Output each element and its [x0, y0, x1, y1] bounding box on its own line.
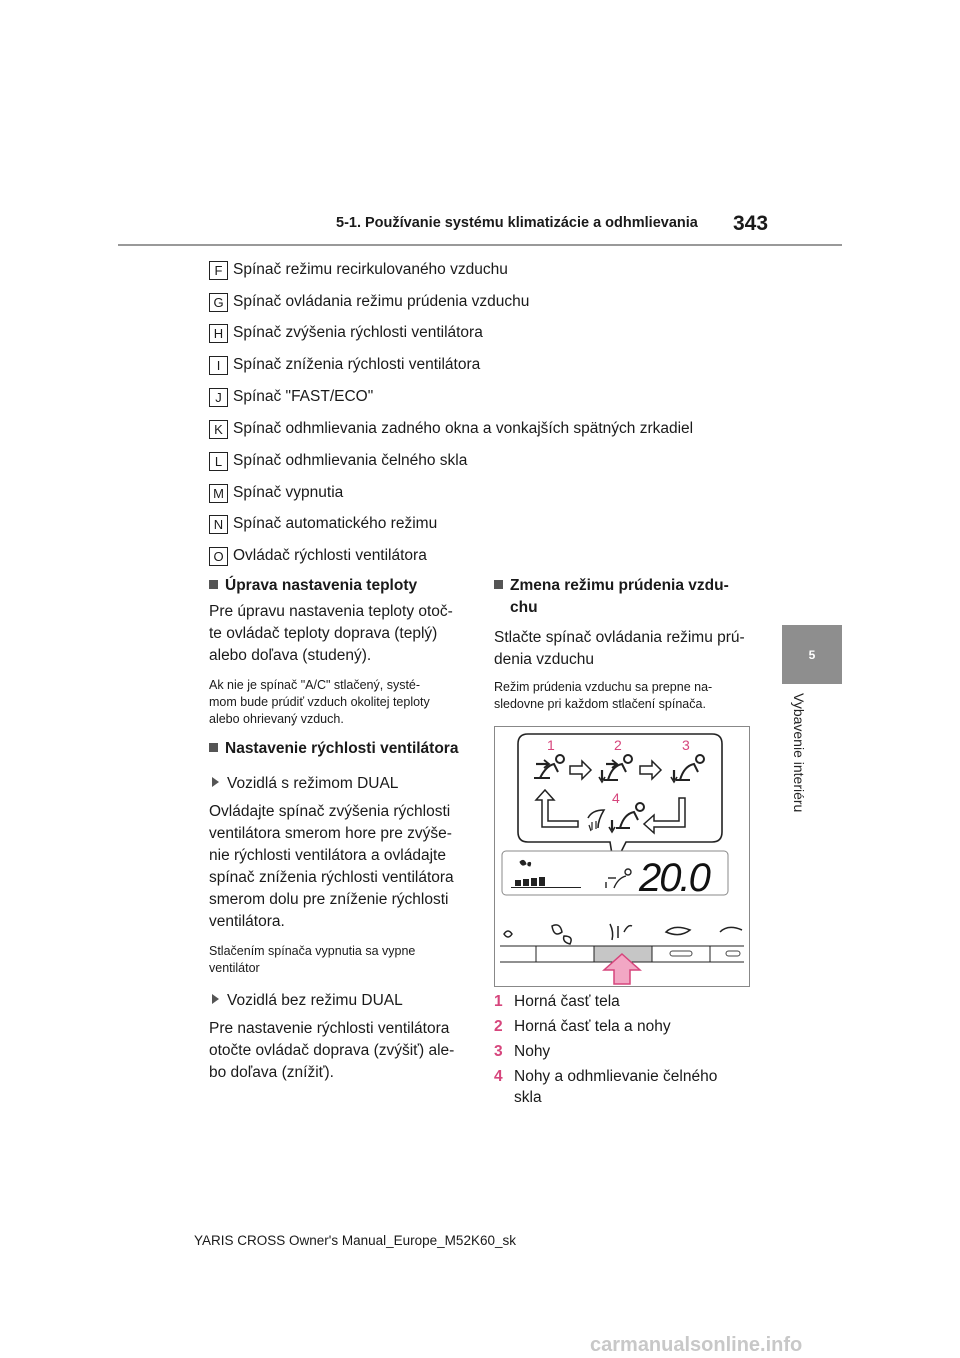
airflow-text: Stlačte spínač ovládania režimu prú-: [494, 629, 745, 646]
temp-text: alebo doľava (studený).: [209, 647, 372, 664]
airflow-mode-figure: [494, 726, 750, 987]
mode-item-3: 3 Nohy: [494, 1043, 551, 1060]
temp-text: Pre úpravu nastavenia teploty otoč-: [209, 603, 453, 620]
legend-item-h: [209, 323, 483, 343]
legend-letter: M: [209, 484, 228, 503]
dual-text: ventilátora.: [209, 913, 285, 930]
fan-heading: Nastavenie rýchlosti ventilátora: [209, 738, 474, 760]
legend-item-i: [209, 355, 480, 375]
section-title: 5-1. Používanie systému klimatizácie a odhmlievania: [336, 215, 698, 231]
legend-letter: N: [209, 515, 228, 534]
marker-1: 1: [547, 737, 555, 753]
legend-text: Spínač ovládania režimu prúdenia vzduchu: [233, 293, 530, 310]
legend-item-g: [209, 292, 529, 312]
legend-text: Spínač odhmlievania zadného okna a vonkajších spätných zrkadiel: [233, 420, 694, 437]
indicator-lamp: [726, 951, 740, 956]
temp-note: mom bude prúdiť vzduch okolitej teploty: [209, 695, 430, 709]
dual-text: Ovládajte spínač zvýšenia rýchlosti: [209, 803, 451, 820]
legend-letter: F: [209, 261, 228, 280]
legend-text: Spínač zvýšenia rýchlosti ventilátora: [233, 324, 483, 341]
indicator-lamp: [670, 951, 692, 956]
legend-item-f: [209, 260, 508, 280]
airflow-heading: Zmena režimu prúdenia vzdu-: [494, 575, 769, 597]
legend-letter: J: [209, 388, 228, 407]
square-bullet-icon: [494, 580, 503, 589]
legend-text: Spínač "FAST/ECO": [233, 388, 374, 405]
legend-letter: O: [209, 547, 228, 566]
triangle-bullet-icon: [212, 994, 219, 1004]
nodual-label: Vozidlá bez režimu DUAL: [209, 990, 474, 1012]
mode-item-4-cont: skla: [514, 1089, 542, 1106]
mode-item-4: 4 Nohy a odhmlievanie čelného: [494, 1068, 718, 1085]
header-divider: [118, 244, 842, 246]
temp-text: te ovládač teploty doprava (teplý): [209, 625, 438, 642]
triangle-bullet-icon: [212, 777, 219, 787]
nodual-text: otočte ovládač doprava (zvýšiť) ale-: [209, 1042, 455, 1059]
legend-text: Spínač režimu recirkulovaného vzduchu: [233, 261, 508, 278]
legend-letter: L: [209, 452, 228, 471]
dual-text: spínač zníženia rýchlosti ventilátora: [209, 869, 454, 886]
legend-text: Spínač vypnutia: [233, 484, 344, 501]
legend-item-j: [209, 387, 373, 407]
legend-item-n: [209, 514, 437, 534]
square-bullet-icon: [209, 743, 218, 752]
page-number: 343: [733, 212, 769, 235]
legend-text: Ovládač rýchlosti ventilátora: [233, 547, 427, 564]
chapter-tab: [782, 625, 842, 684]
dual-text: nie rýchlosti ventilátora a ovládajte: [209, 847, 446, 864]
marker-3: 3: [682, 737, 690, 753]
legend-item-m: [209, 483, 343, 503]
nodual-text: Pre nastavenie rýchlosti ventilátora: [209, 1020, 450, 1037]
temp-heading: Úprava nastavenia teploty: [209, 575, 474, 597]
chapter-label: Vybavenie interiéru: [791, 693, 807, 813]
left-column: [209, 575, 474, 1084]
legend-letter: K: [209, 420, 228, 439]
right-column: [494, 575, 769, 713]
legend-text: Spínač automatického režimu: [233, 515, 438, 532]
legend-item-l: [209, 451, 467, 471]
off-note: Stlačením spínača vypnutia sa vypne: [209, 944, 416, 958]
legend-letter: G: [209, 293, 228, 312]
legend-text: Spínač odhmlievania čelného skla: [233, 452, 468, 469]
display-temperature: 20.0: [639, 856, 709, 900]
airflow-heading-cont: chu: [510, 599, 538, 616]
watermark: carmanualsonline.info: [590, 1334, 803, 1356]
dual-text: smerom dolu pre zníženie rýchlosti: [209, 891, 449, 908]
mode-item-2: 2 Horná časť tela a nohy: [494, 1018, 671, 1035]
nodual-text: bo doľava (znížiť).: [209, 1064, 334, 1081]
airflow-note: sledovne pri každom stlačení spínača.: [494, 697, 706, 711]
dual-text: ventilátora smerom hore pre zvýše-: [209, 825, 452, 842]
square-bullet-icon: [209, 580, 218, 589]
footer-text: YARIS CROSS Owner's Manual_Europe_M52K60_sk: [194, 1233, 516, 1248]
legend-letter: I: [209, 356, 228, 375]
legend-text: Spínač zníženia rýchlosti ventilátora: [233, 356, 481, 373]
legend-item-o: [209, 546, 427, 566]
chapter-number: 5: [808, 647, 816, 662]
marker-4: 4: [612, 790, 620, 806]
airflow-note: Režim prúdenia vzduchu sa prepne na-: [494, 680, 713, 694]
dual-label: Vozidlá s režimom DUAL: [209, 773, 474, 795]
legend-letter: H: [209, 324, 228, 343]
legend-item-k: [209, 419, 693, 439]
airflow-text: denia vzduchu: [494, 651, 594, 668]
temp-note: Ak nie je spínač "A/C" stlačený, systé-: [209, 678, 421, 692]
mode-item-1: 1 Horná časť tela: [494, 993, 620, 1010]
temp-note: alebo ohrievaný vzduch.: [209, 712, 344, 726]
marker-2: 2: [614, 737, 622, 753]
off-note: ventilátor: [209, 961, 260, 975]
